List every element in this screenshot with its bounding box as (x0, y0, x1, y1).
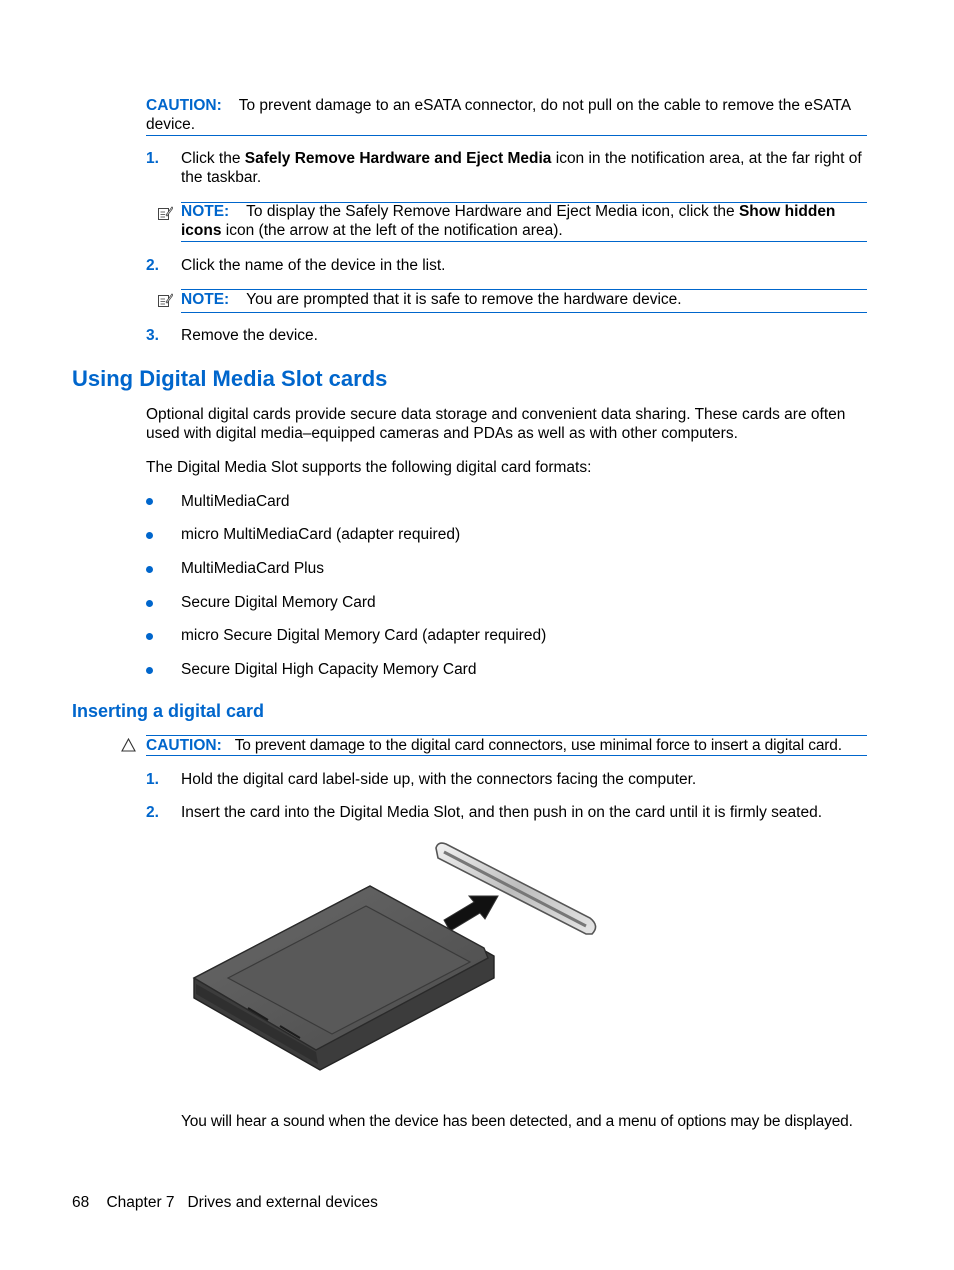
caution-label: CAUTION: (146, 737, 222, 754)
chapter-title: Drives and external devices (187, 1194, 378, 1211)
bullet-dot (146, 532, 153, 539)
note-pencil-icon (157, 292, 173, 308)
bullet-dot (146, 600, 153, 607)
list-item: micro MultiMediaCard (adapter required) (181, 526, 461, 543)
caution-label: CAUTION: (146, 97, 222, 114)
section-heading: Using Digital Media Slot cards (72, 366, 388, 391)
caution-rule (146, 135, 867, 136)
caution-digital-card (146, 736, 876, 755)
bullet-dot (146, 498, 153, 505)
step-number: 2. (146, 257, 159, 274)
step-number: 2. (146, 804, 159, 821)
step-text-bold: Safely Remove Hardware and Eject Media (244, 150, 552, 167)
list-item: MultiMediaCard (181, 493, 290, 510)
note-label: NOTE: (181, 203, 230, 220)
step-text: Hold the digital card label-side up, with the connectors facing the computer. (181, 771, 697, 788)
page-number: 68 (72, 1194, 90, 1211)
note-rule-bottom (181, 312, 867, 313)
bullet-dot (146, 667, 153, 674)
list-item: Secure Digital Memory Card (181, 594, 376, 611)
note-rule-bottom (181, 241, 867, 242)
note-text: You are prompted that it is safe to remove the hardware device. (246, 291, 682, 308)
sd-card-insert-illustration (188, 838, 608, 1083)
step-number: 1. (146, 771, 159, 788)
step-number: 3. (146, 327, 159, 344)
step-text (181, 149, 871, 187)
caution-rule-bottom (146, 755, 867, 756)
note-text-pre: To display the Safely Remove Hardware and Eject Media icon, click the (246, 203, 739, 220)
note-text-post: icon (the arrow at the left of the notification area). (221, 222, 563, 239)
subsection-heading: Inserting a digital card (72, 701, 265, 721)
bullet-dot (146, 566, 153, 573)
list-item: MultiMediaCard Plus (181, 560, 324, 577)
step-number: 1. (146, 150, 159, 167)
bullet-dot (146, 633, 153, 640)
caution-text: To prevent damage to an eSATA connector, do not pull on the cable to remove the eSATA device. (146, 97, 851, 133)
caution-text: To prevent damage to the digital card connectors, use minimal force to insert a digital card. (234, 737, 842, 754)
step-text: Click the name of the device in the list. (181, 257, 446, 274)
note-show-hidden-icons (181, 202, 867, 240)
detection-sound-note: You will hear a sound when the device has been detected, and a menu of options may be displayed. (181, 1113, 853, 1130)
page-footer (72, 1193, 378, 1212)
note-pencil-icon (157, 205, 173, 221)
section-paragraph: The Digital Media Slot supports the following digital card formats: (146, 459, 592, 476)
caution-triangle-icon (121, 738, 136, 752)
note-text-bold: Show hidden icons (181, 203, 836, 239)
note-label: NOTE: (181, 291, 230, 308)
step-text-post: icon in the notification area, at the far right of the taskbar. (181, 150, 862, 186)
step-text: Remove the device. (181, 327, 318, 344)
list-item: Secure Digital High Capacity Memory Card (181, 661, 477, 678)
list-item: micro Secure Digital Memory Card (adapter required) (181, 627, 547, 644)
caution-esata (146, 96, 867, 134)
chapter-label: Chapter 7 (106, 1194, 175, 1211)
note-safe-to-remove (181, 290, 867, 309)
step-text: Insert the card into the Digital Media Slot, and then push in on the card until it is firmly seated. (181, 804, 823, 821)
section-paragraph: Optional digital cards provide secure data storage and convenient data sharing. These cards are often used with digital media–equipped cameras and PDAs as well as with other computers. (146, 406, 846, 442)
step-text-pre: Click the (181, 150, 245, 167)
